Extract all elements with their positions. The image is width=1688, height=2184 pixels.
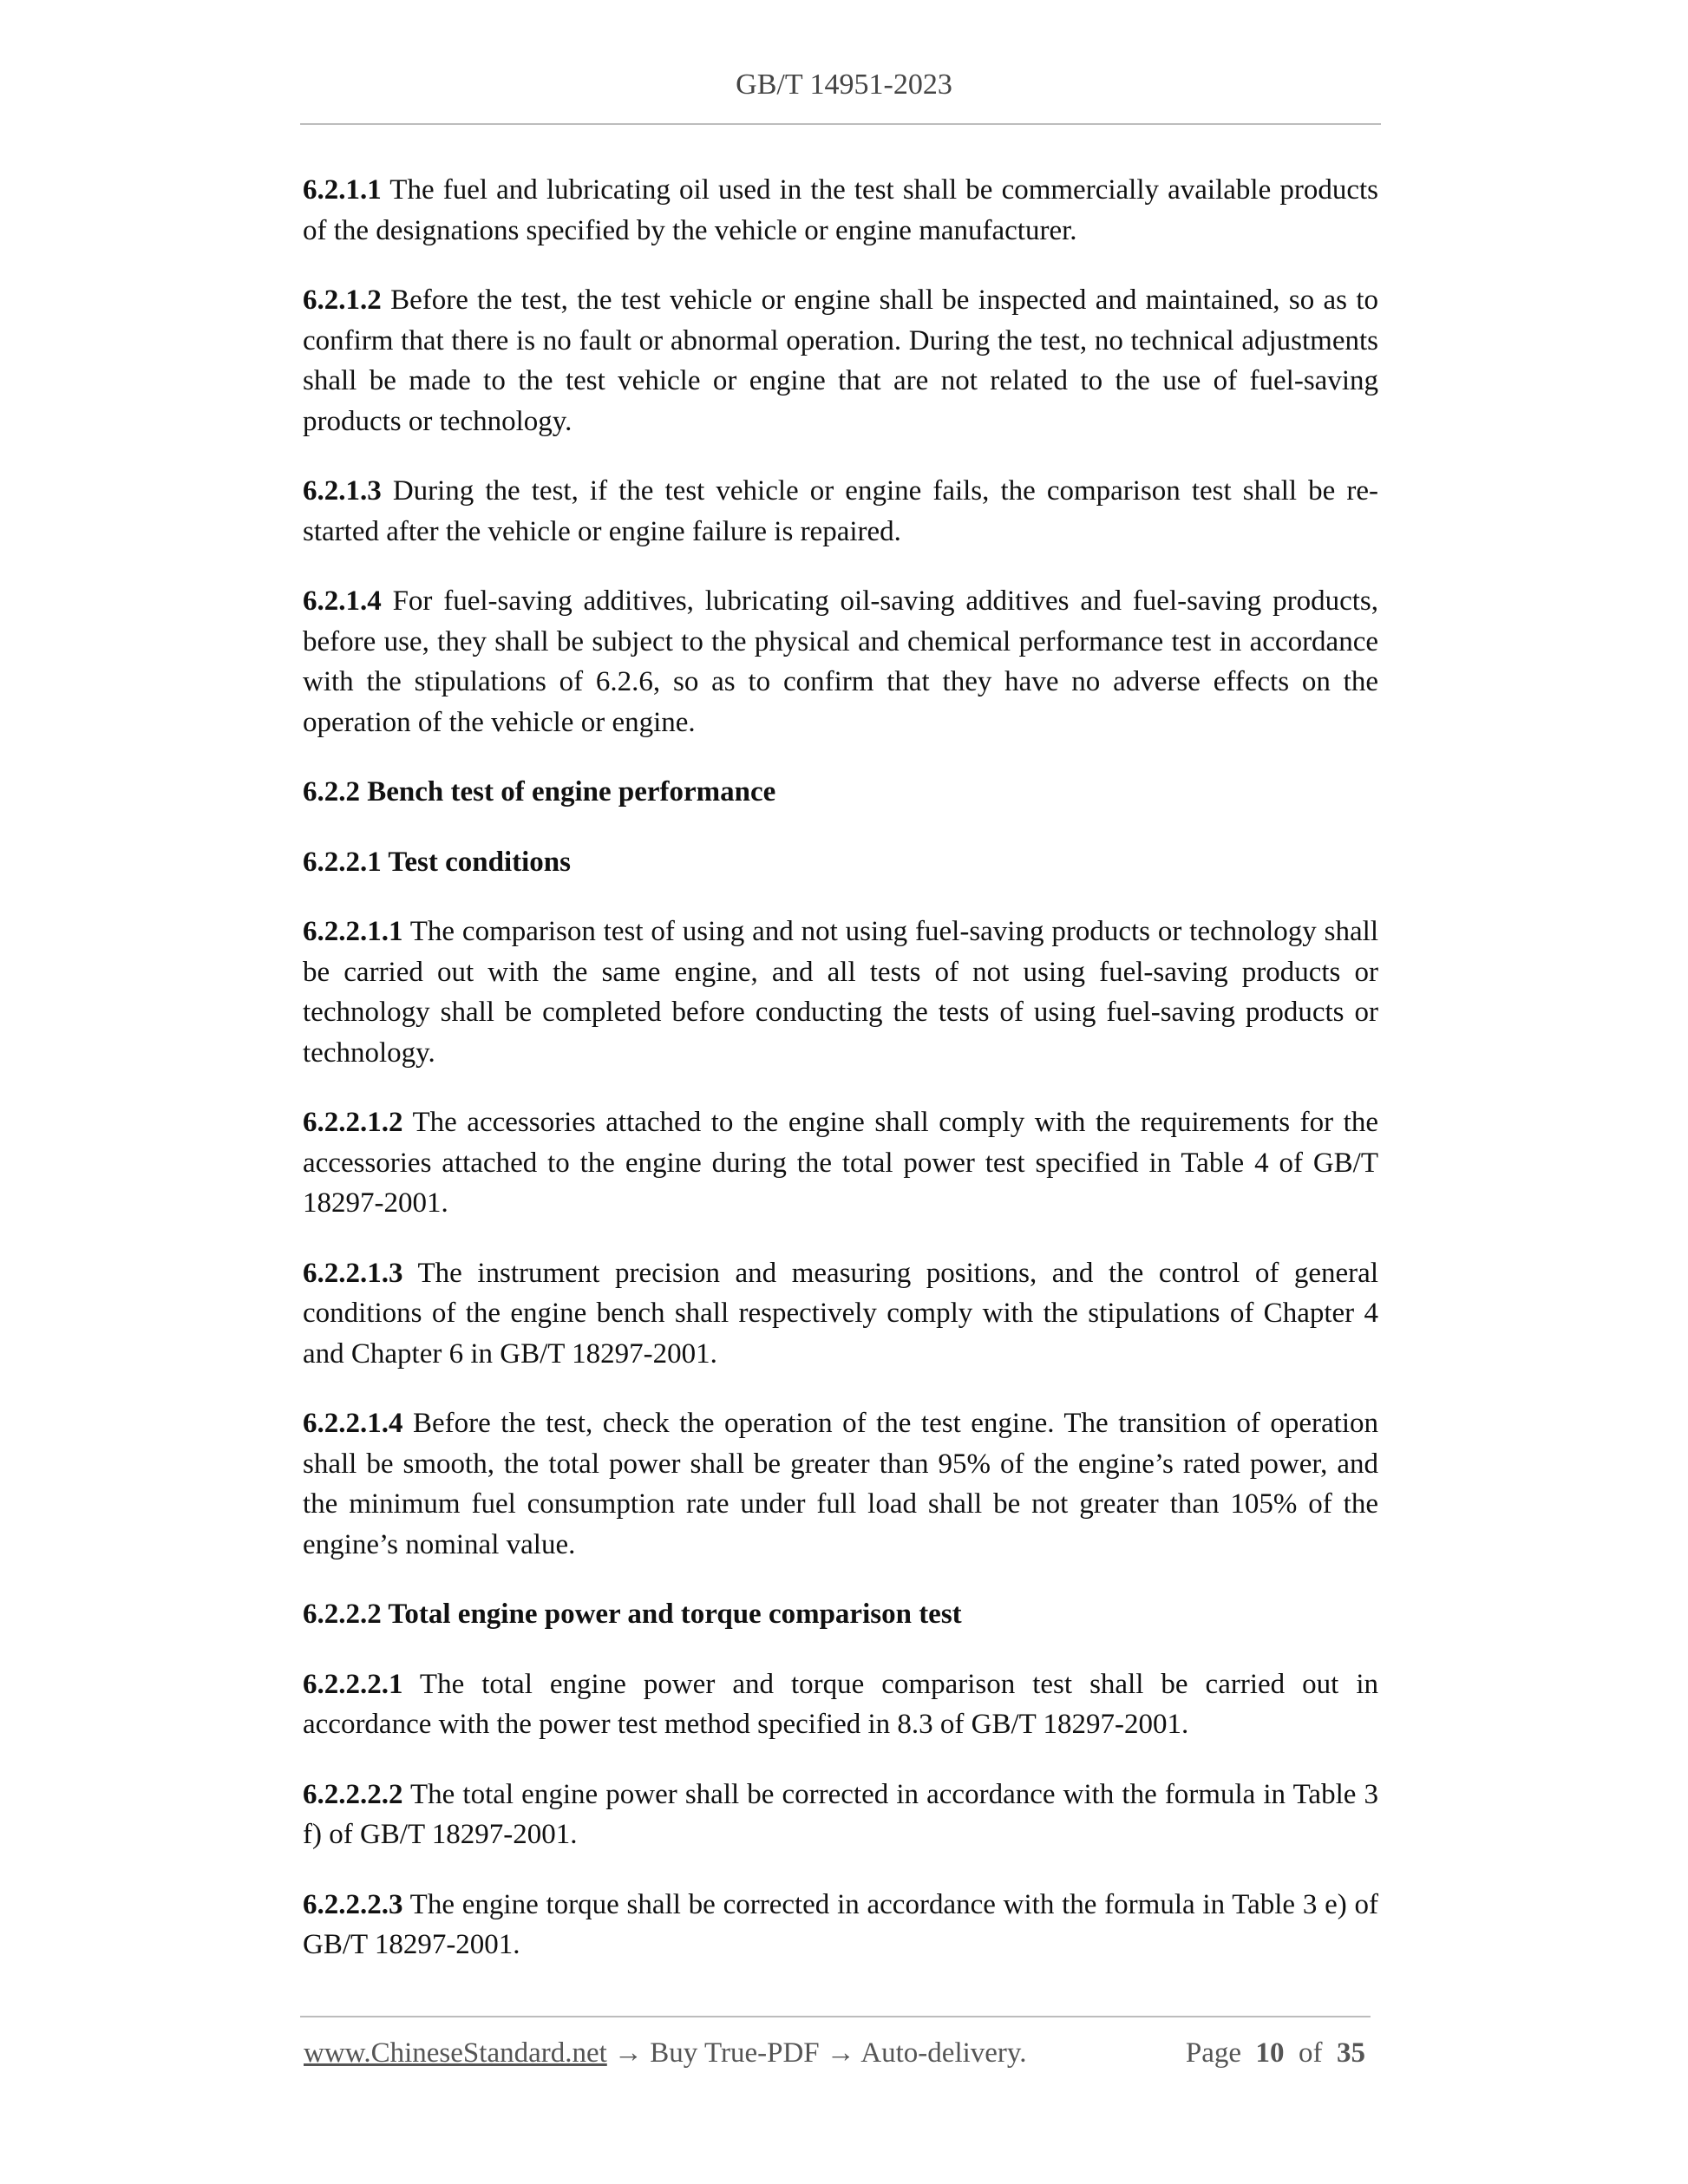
clause-number: 6.2.2.1.1	[303, 916, 403, 947]
clause-text: The instrument precision and measuring positions, and the control of general conditions of the engine bench shall respectively comply with the stipulations of Chapter 4 and Chapter 6 in GB/T 18297-2001.	[303, 1257, 1378, 1370]
document-body	[303, 170, 1378, 1995]
clause-6-2-2-2-2	[303, 1775, 1378, 1855]
clause-text: Before the test, check the operation of the test engine. The transition of operation shall be smooth, the total power shall be greater than 95% of the engine’s rated power, and the minimum fuel consumption rate under full load shall be not greater than 105% of the engine’s nominal value.	[303, 1408, 1378, 1560]
clause-text: During the test, if the test vehicle or engine fails, the comparison test shall be re-started after the vehicle or engine failure is repaired.	[303, 475, 1378, 547]
clause-6-2-2-1-3	[303, 1253, 1378, 1375]
footer-divider	[300, 2016, 1371, 2017]
clause-6-2-2-2-3	[303, 1885, 1378, 1965]
footer-promo	[304, 2034, 1027, 2072]
clause-text: The comparison test of using and not using fuel-saving products or technology shall be carried out with the same engine, and all tests of not using fuel-saving products or technology shall be completed before conducting the tests of using fuel-saving products or technology.	[303, 916, 1378, 1069]
clause-number: 6.2.1.3	[303, 475, 382, 507]
clause-6-2-2-1-4	[303, 1403, 1378, 1565]
section-heading-6-2-2: 6.2.2 Bench test of engine performance	[303, 776, 776, 808]
clause-text: The engine torque shall be corrected in accordance with the formula in Table 3 e) of GB/T 18297-2001.	[303, 1888, 1378, 1960]
clause-6-2-1-2	[303, 280, 1378, 441]
clause-number: 6.2.2.1.3	[303, 1257, 403, 1289]
header-divider	[300, 123, 1381, 125]
clause-number: 6.2.2.1.2	[303, 1107, 403, 1138]
website-link[interactable]: www.ChineseStandard.net	[304, 2037, 607, 2069]
clause-number: 6.2.2.2.2	[303, 1778, 403, 1810]
current-page-number: 10	[1255, 2037, 1285, 2069]
clause-number: 6.2.2.1.4	[303, 1408, 403, 1439]
clause-6-2-1-4	[303, 581, 1378, 742]
clause-6-2-1-3	[303, 471, 1378, 552]
clause-number: 6.2.2.2.1	[303, 1668, 403, 1700]
page-footer	[304, 2034, 1371, 2072]
total-page-count: 35	[1337, 2037, 1365, 2069]
clause-6-2-2-1-2	[303, 1102, 1378, 1224]
clause-6-2-2-2-1	[303, 1664, 1378, 1745]
page-counter	[1186, 2034, 1365, 2072]
of-label: of	[1299, 2037, 1323, 2069]
clause-number: 6.2.1.4	[303, 585, 382, 617]
clause-6-2-2-1-1	[303, 912, 1378, 1073]
section-heading-6-2-2-1: 6.2.2.1 Test conditions	[303, 846, 571, 878]
footer-promo-text: → Buy True-PDF → Auto-delivery.	[606, 2037, 1027, 2069]
clause-text: The total engine power shall be corrected in accordance with the formula in Table 3 f) of GB/T 18297-2001.	[303, 1778, 1378, 1850]
clause-text: For fuel-saving additives, lubricating oil-saving additives and fuel-saving products, before use, they shall be subject to the physical and chemical performance test in accordance with the stipulations of 6.2.6, so as to confirm that they have no adverse effects on the operation of the vehicle or engine.	[303, 585, 1378, 738]
clause-text: The fuel and lubricating oil used in the test shall be commercially available products of the designations specified by the vehicle or engine manufacturer.	[303, 174, 1378, 246]
clause-text: The accessories attached to the engine shall comply with the requirements for the accessories attached to the engine during the total power test specified in Table 4 of GB/T 18297-2001.	[303, 1107, 1378, 1219]
clause-text: Before the test, the test vehicle or engine shall be inspected and maintained, so as to confirm that there is no fault or abnormal operation. During the test, no technical adjustments shall be made to the test vehicle or engine that are not related to the use of fuel-saving products or technology.	[303, 284, 1378, 437]
clause-number: 6.2.1.2	[303, 284, 382, 316]
clause-6-2-1-1	[303, 170, 1378, 251]
clause-number: 6.2.1.1	[303, 174, 382, 206]
page-label: Page	[1185, 2037, 1241, 2069]
clause-number: 6.2.2.2.3	[303, 1888, 403, 1920]
section-heading-6-2-2-2: 6.2.2.2 Total engine power and torque comparison test	[303, 1599, 962, 1630]
document-header-title: GB/T 14951-2023	[736, 69, 952, 101]
clause-text: The total engine power and torque comparison test shall be carried out in accordance with the power test method specified in 8.3 of GB/T 18297-2001.	[303, 1668, 1378, 1740]
